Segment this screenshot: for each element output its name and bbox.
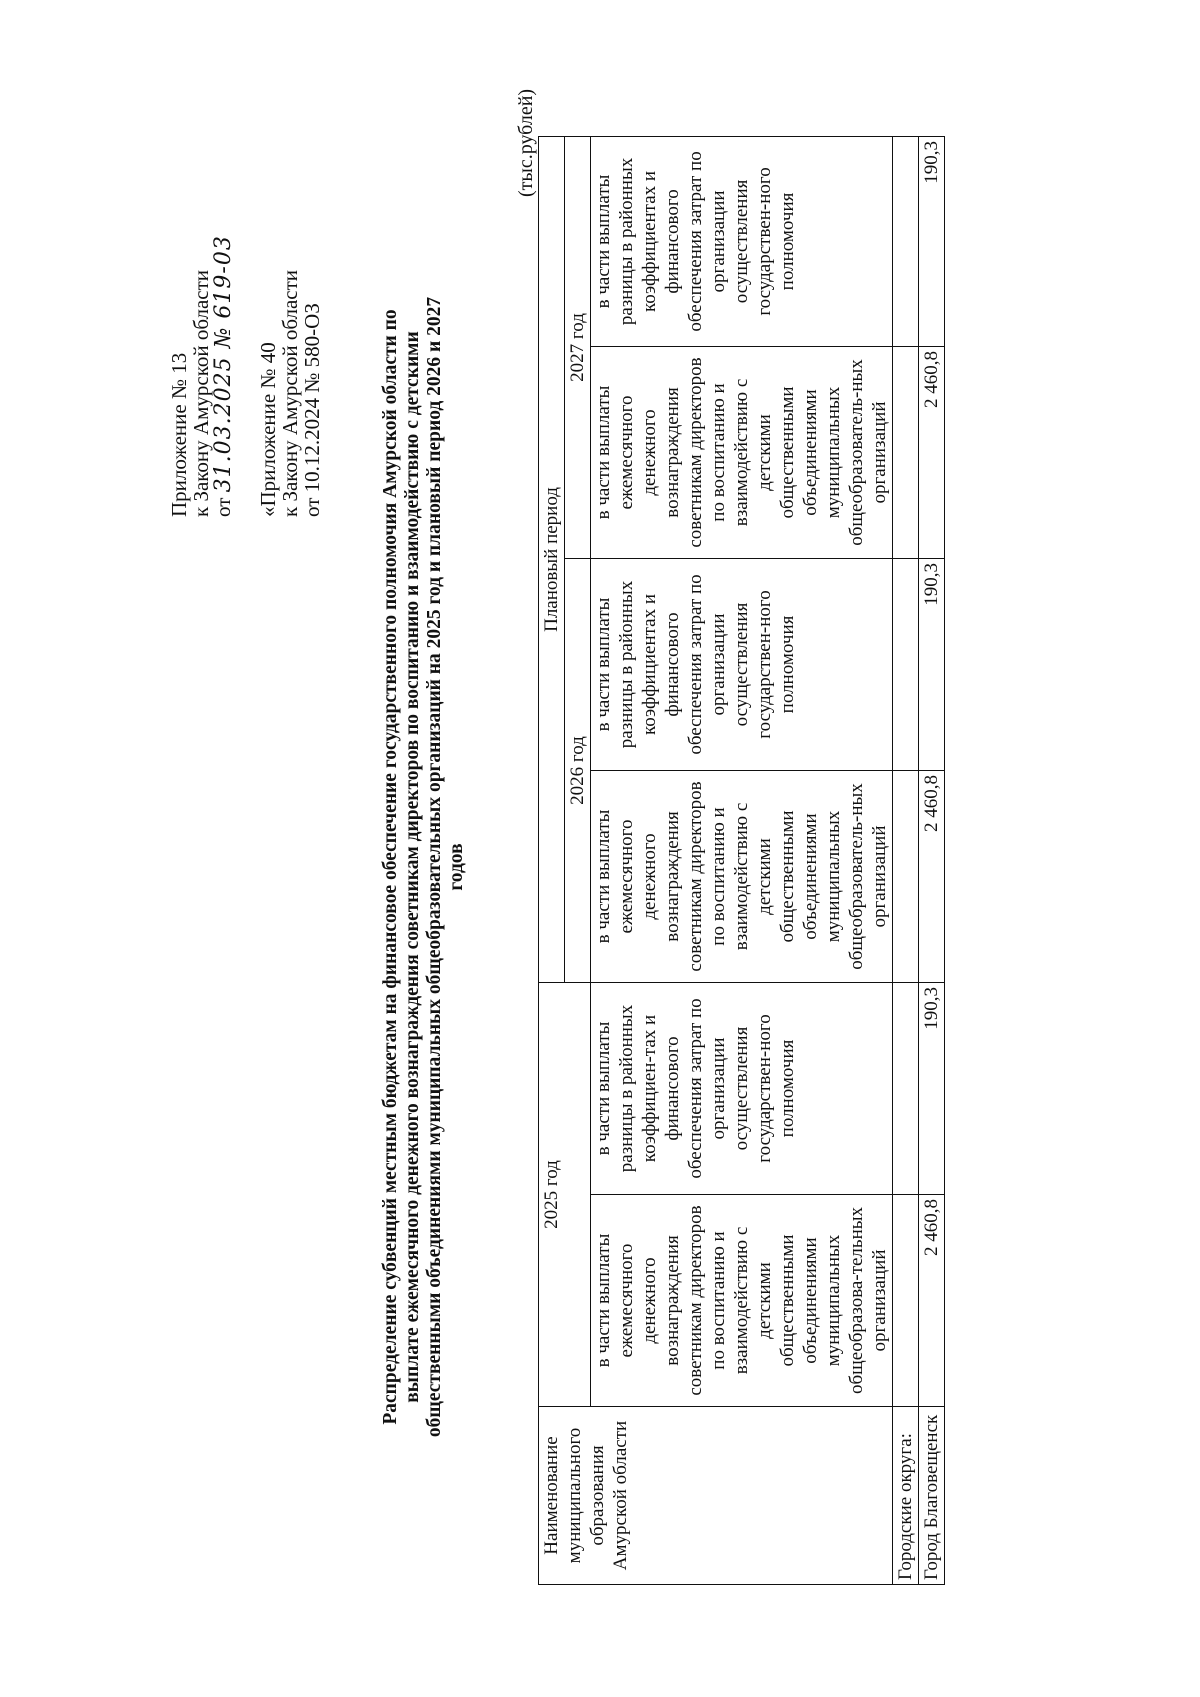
from-label: от	[211, 497, 235, 517]
prev-appendix-number: «Приложение № 40	[256, 342, 280, 517]
subheader-2025-a: в части выплаты ежемесячного денежного вознаграждения советникам директоров по воспитанию и взаимодействию с детскими общественными объединениями муниципальных общеобразова-тельных организаций	[591, 1195, 893, 1407]
prev-appendix-law: к Закону Амурской области	[278, 269, 302, 517]
value-2025-b: 190,3	[919, 982, 945, 1194]
value-2027-a: 2 460,8	[919, 346, 945, 558]
subheader-2027-b: в части выплаты разницы в районных коэффициентах и финансового обеспечения затрат по организации осуществления государствен-ного полномочия	[591, 136, 893, 346]
municipality-name: Город Благовещенск	[919, 1407, 945, 1585]
handwritten-date-number: 31.03.2025 № 619-03	[211, 235, 236, 493]
title-line-1: Распределение субвенций местным бюджетам на финансовое обеспечение государственного полномочия Амурской области по	[380, 309, 401, 1425]
prev-appendix-date: от 10.12.2024 № 580-ОЗ	[300, 303, 324, 517]
table-row	[919, 136, 945, 1584]
header-2025: 2025 год	[539, 982, 591, 1406]
title-line-3: общественными объединениями муниципальных общеобразовательных организаций на 2025 год и плановый период 2026 и 2027	[424, 296, 445, 1438]
value-2027-b: 190,3	[919, 136, 945, 346]
document-title	[380, 167, 468, 1567]
appendix-header	[168, 235, 323, 517]
subventions-table	[538, 136, 945, 1585]
subheader-2025-b: в части выплаты разницы в районных коэффициен-тах и финансового обеспечения затрат по организации осуществления государствен-ного полномочия	[591, 982, 893, 1194]
value-2025-a: 2 460,8	[919, 1195, 945, 1407]
value-2026-a: 2 460,8	[919, 770, 945, 982]
appendix-date	[212, 235, 235, 517]
appendix-number: Приложение № 13	[167, 352, 191, 517]
group-row	[893, 136, 919, 1584]
col-name-header: Наименование муниципального образования Амурской области	[539, 1407, 893, 1585]
appendix-law: к Закону Амурской области	[189, 269, 213, 517]
header-2027: 2027 год	[565, 136, 591, 558]
title-line-4: годов	[446, 843, 467, 891]
header-planned-period: Плановый период	[539, 136, 565, 982]
subheader-2026-a: в части выплаты ежемесячного денежного вознаграждения советникам директоров по воспитанию и взаимодействию с детскими общественными объединениями муниципальных общеобразователь-ных организаций	[591, 770, 893, 982]
unit-label: (тыс.рублей)	[515, 88, 537, 197]
title-line-2: выплате ежемесячного денежного вознаграждения советникам директоров по воспитанию и взаимодействию с детскими	[402, 331, 423, 1403]
subheader-2027-a: в части выплаты ежемесячного денежного вознаграждения советникам директоров по воспитанию и взаимодействию с детскими общественными объединениями муниципальных общеобразователь-ных организаций	[591, 346, 893, 558]
group-label: Городские округа:	[893, 1407, 919, 1585]
value-2026-b: 190,3	[919, 558, 945, 770]
subheader-2026-b: в части выплаты разницы в районных коэффициентах и финансового обеспечения затрат по организации осуществления государствен-ного полномочия	[591, 558, 893, 770]
header-2026: 2026 год	[565, 558, 591, 982]
